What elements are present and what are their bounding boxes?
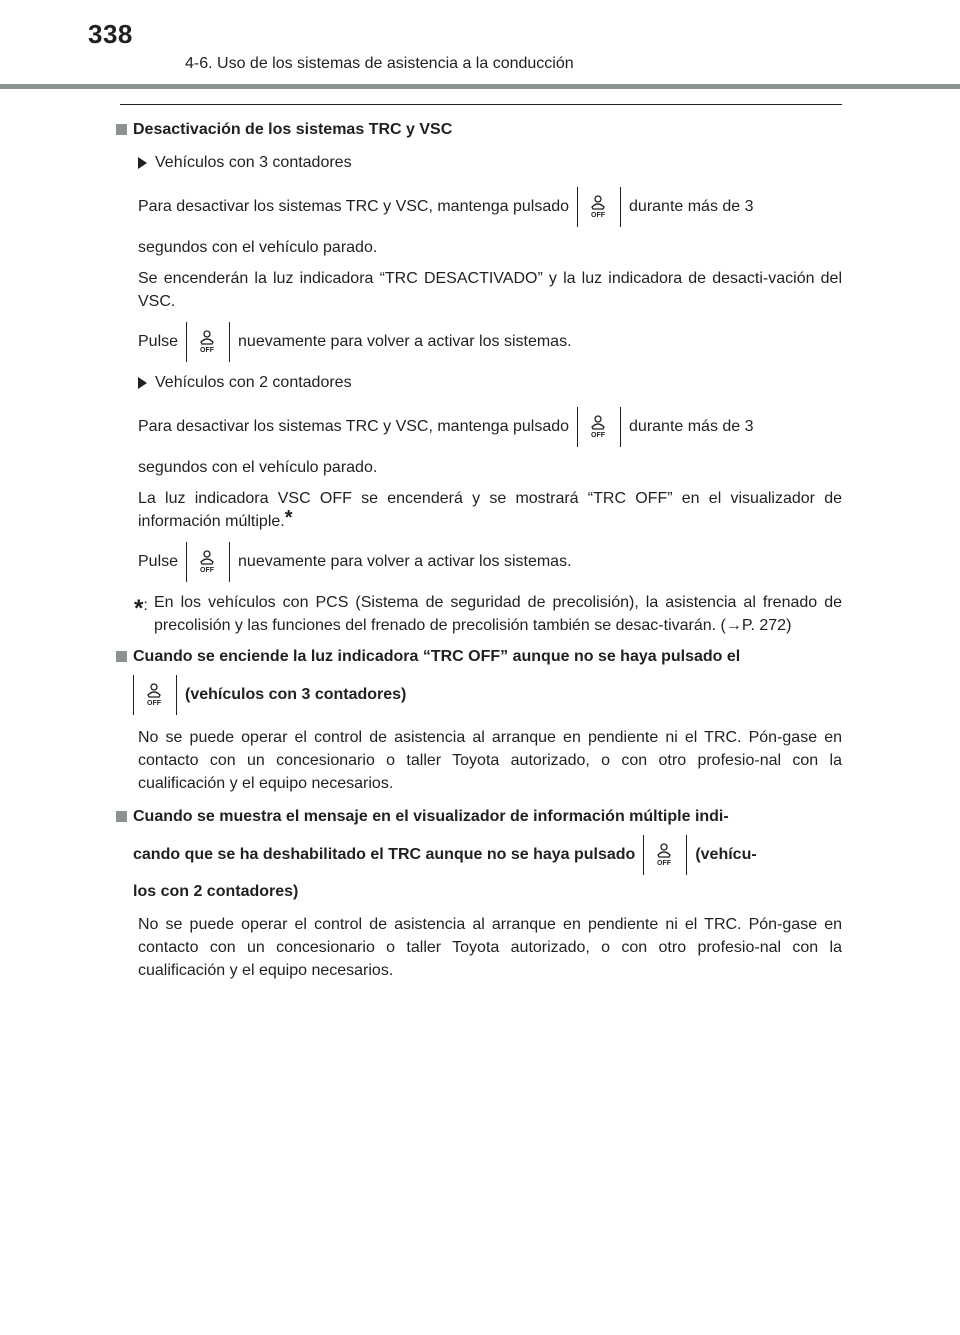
svg-text:OFF: OFF bbox=[591, 211, 606, 219]
subheading-2-meters: Vehículos con 2 contadores bbox=[116, 371, 842, 394]
square-bullet-icon bbox=[116, 651, 127, 662]
paragraph-a3: Pulse OFF nuevamente para volver a activar los sistemas. bbox=[116, 321, 842, 363]
vsc-off-button-icon bbox=[186, 322, 230, 362]
paragraph-a2: Se encenderán la luz indicadora “TRC DESACTIVADO” y la luz indicadora de desacti-vación del VSC. bbox=[138, 270, 842, 310]
paragraph-a1: Para desactivar los sistemas TRC y VSC, mantenga pulsado OFF durante más de 3 bbox=[116, 186, 842, 228]
heading-trc-disabled-message: Cuando se muestra el mensaje en el visualizador de información múltiple indi- cando que se ha deshabilitado el TRC aunque no se haya pulsado OFF (vehícu- los con 2 contadores) bbox=[116, 805, 842, 903]
vsc-off-button-icon bbox=[186, 542, 230, 582]
square-bullet-icon bbox=[116, 124, 127, 135]
paragraph-s3: No se puede operar el control de asistencia al arranque en pendiente ni el TRC. Pón-gase en contacto con un concesionario o taller Toyota autorizado, o con otro profesio-nal con la cualificación y el equipo necesarios. bbox=[138, 916, 842, 979]
paragraph-b3: Pulse OFF nuevamente para volver a activar los sistemas. bbox=[116, 541, 842, 583]
triangle-bullet-icon bbox=[138, 157, 147, 169]
page-header bbox=[0, 0, 960, 90]
vsc-off-button-icon bbox=[577, 187, 621, 227]
paragraph-b2: La luz indicadora VSC OFF se encenderá y se mostrará “TRC OFF” en el visualizador de información múltiple.* bbox=[138, 490, 842, 530]
svg-text:OFF: OFF bbox=[200, 346, 215, 354]
vsc-off-button-icon bbox=[643, 835, 687, 875]
vsc-off-button-icon bbox=[577, 407, 621, 447]
heading-trc-off-light: Cuando se enciende la luz indicadora “TRC OFF” aunque no se haya pulsado el OFF (vehículos con 3 contadores) bbox=[116, 645, 842, 716]
svg-text:OFF: OFF bbox=[147, 699, 161, 707]
main-content bbox=[116, 118, 842, 990]
paragraph-b1: Para desactivar los sistemas TRC y VSC, mantenga pulsado OFF durante más de 3 bbox=[116, 406, 842, 448]
footnote-text: En los vehículos con PCS (Sistema de seguridad de precolisión), la asistencia al frenado de precolisión y las funciones del frenado de precolisión también se desac-tivarán. (→P. 272) bbox=[154, 594, 842, 634]
footnote-asterisk: * bbox=[134, 595, 144, 622]
square-bullet-icon bbox=[116, 811, 127, 822]
vsc-off-button-icon bbox=[133, 675, 177, 715]
footnote: *: En los vehículos con PCS (Sistema de seguridad de precolisión), la asistencia al frenado de precolisión y las funciones del frenado de precolisión también se desac-tivarán. (→P. 272) bbox=[116, 591, 842, 637]
divider bbox=[120, 104, 842, 105]
svg-text:OFF: OFF bbox=[657, 859, 672, 867]
paragraph-a1-end: segundos con el vehículo parado. bbox=[138, 239, 378, 256]
svg-text:OFF: OFF bbox=[591, 431, 606, 439]
paragraph-b1-end: segundos con el vehículo parado. bbox=[138, 459, 378, 476]
page-number: 338 bbox=[88, 19, 133, 49]
heading-deactivation: Desactivación de los sistemas TRC y VSC bbox=[116, 118, 842, 141]
footnote-marker: * bbox=[284, 507, 293, 529]
svg-text:OFF: OFF bbox=[200, 566, 215, 574]
paragraph-s2: No se puede operar el control de asistencia al arranque en pendiente ni el TRC. Pón-gase en contacto con un concesionario o taller Toyota autorizado, o con otro profesio-nal con la cualificación y el equipo necesarios. bbox=[138, 729, 842, 792]
subheading-3-meters: Vehículos con 3 contadores bbox=[116, 151, 842, 174]
section-title: 4-6. Uso de los sistemas de asistencia a la conducción bbox=[185, 55, 574, 72]
header-bar bbox=[0, 84, 960, 89]
triangle-bullet-icon bbox=[138, 377, 147, 389]
